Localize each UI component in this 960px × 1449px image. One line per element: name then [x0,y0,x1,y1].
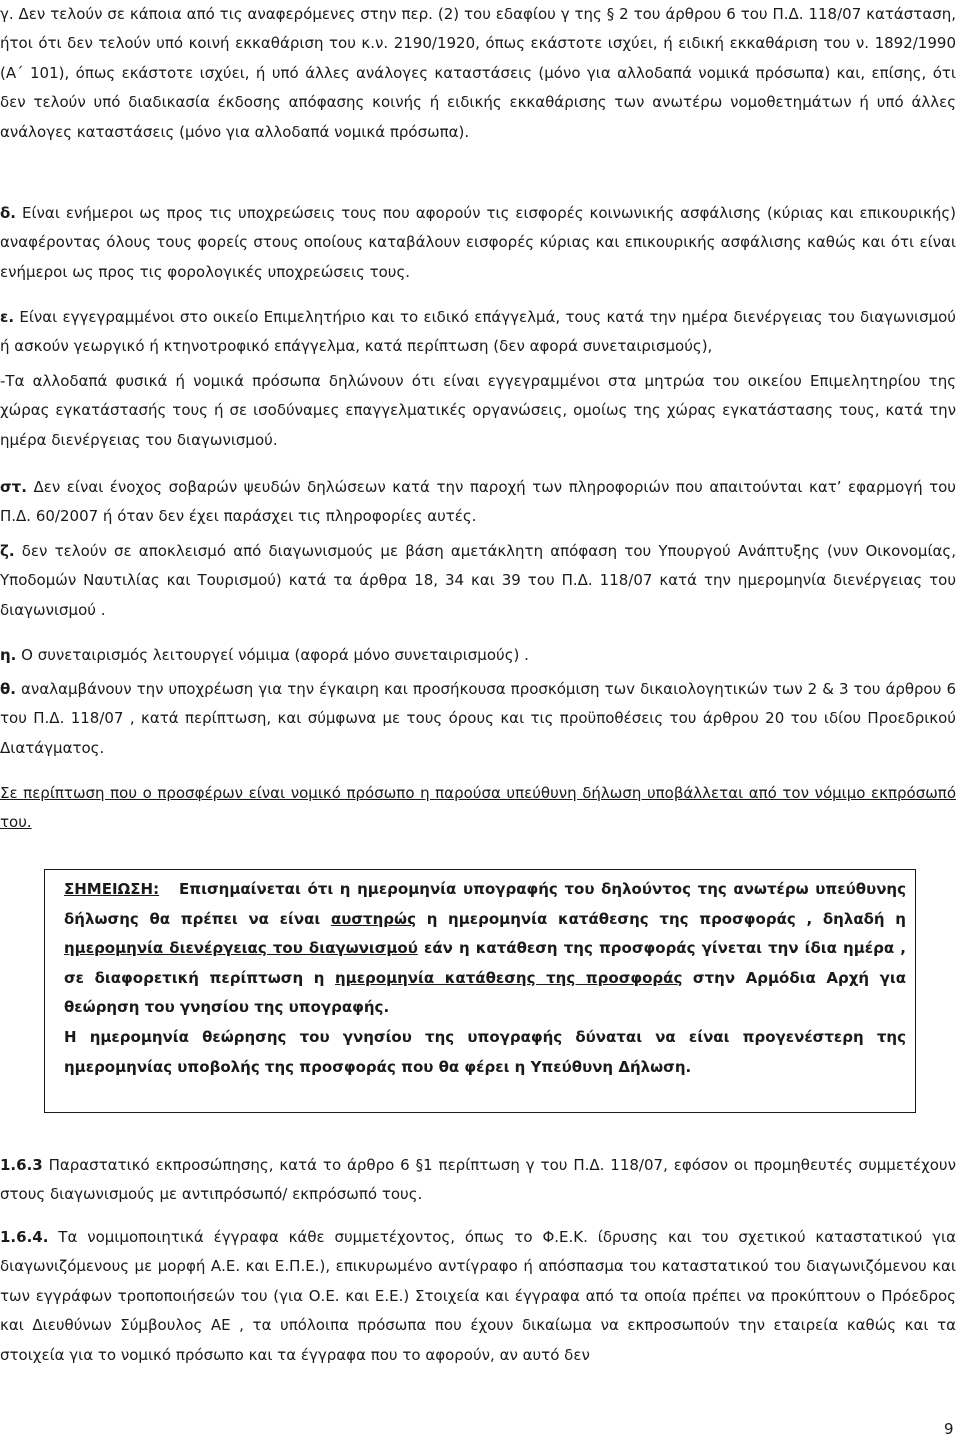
paragraph-text: γ. Δεν τελούν σε κάποια από τις αναφερόμενες στην περ. (2) του εδαφίου γ της § 2 του άρθρου 6 του Π.Δ. 118/07 κατάσταση, ήτοι ότι δεν τελούν υπό κοινή εκκαθάριση του κ.ν. 2190/1920, όπως εκάστοτε ισχύει, ή ειδική εκκαθάριση του ν. 1892/1990 (Α΄ 101), όπως εκάστοτε ισχύει, ή υπό άλλες ανάλογες καταστάσεις (μόνο για αλλοδαπά νομικά πρόσωπα) και, επίσης, ότι δεν τελούν υπό διαδικασία έκδοσης απόφασης κοινής ή ειδικής εκκαθάρισης των ανωτέρω νομοθετημάτων ή υπό άλλες ανάλογες καταστάσεις (μόνο για αλλοδαπά νομικά πρόσωπα). [0,5,956,141]
note-text: εάν η κατάθεση της προσφοράς γίνεται την ίδια ημέρα , σε διαφορετική περίπτωση η [64,939,906,987]
section-number: 1.6.4. [0,1228,49,1246]
page-number: 9 [944,1420,954,1438]
section-number: 1.6.3 [0,1156,43,1174]
item-label: στ. [0,478,27,496]
paragraph-st [0,473,956,532]
paragraph-text: Παραστατικό εκπροσώπησης, κατά το άρθρο 6 §1 περίπτωση γ του Π.Δ. 118/07, εφόσον οι προμηθευτές συμμετέχουν στους διαγωνισμούς με αντιπρόσωπό/ εκπρόσωπό τους. [0,1156,956,1204]
paragraph-delta [0,199,956,287]
paragraph-text: Είναι εγγεγραμμένοι στο οικείο Επιμελητήριο και το ειδικό επάγγελμά, τους κατά την ημέρα διενέργειας του διαγωνισμού ή ασκούν γεωργικό ή κτηνοτροφικό επάγγελμα, κατά περίπτωση (δεν αφορά συνεταιρισμούς), [0,308,956,356]
paragraph-text: Ο συνεταιρισμός λειτουργεί νόμιμα (αφορά μόνο συνεταιρισμούς) . [21,646,529,664]
note-emphasis: ημερομηνία διενέργειας του διαγωνισμού [64,939,418,958]
note-text: στην Αρμόδια Αρχή για θεώρηση του γνησίου της υπογραφής. [64,968,906,1017]
paragraph-theta [0,675,956,763]
section-1-6-3 [0,1151,956,1210]
note-emphasis: ημερομηνία κατάθεσης της προσφοράς [334,968,683,987]
paragraph-text: Σε περίπτωση που ο προσφέρων είναι νομικό πρόσωπο η παρούσα υπεύθυνη δήλωση υποβάλλεται από τον νόμιμο εκπρόσωπό του. [0,784,956,832]
item-label: θ. [0,680,17,698]
paragraph-text: -Τα αλλοδαπά φυσικά ή νομικά πρόσωπα δηλώνουν ότι είναι εγγεγραμμένοι στα μητρώα του οικείου Επιμελητηρίου της χώρας εγκατάστασής τους ή σε ισοδύναμες επαγγελματικές οργανώσεις, ομοίως της χώρας εγκατάστασης τους, κατά την ημέρα διενέργειας του διαγωνισμού. [0,372,956,449]
note-content [64,875,906,1082]
note-text: Επισημαίνεται ότι η ημερομηνία υπογραφής του δηλούντος της ανωτέρω υπεύθυνης δήλωσης θα πρέπει να είναι [64,880,906,928]
paragraph-foreign-entities [0,367,956,455]
note-emphasis: αυστηρώς [330,909,416,928]
paragraph-gamma-continuation [0,0,956,147]
item-label: δ. [0,204,17,222]
paragraph-zeta [0,537,956,625]
paragraph-text: Είναι ενήμεροι ως προς τις υποχρεώσεις τους που αφορούν τις εισφορές κοινωνικής ασφάλισης (κύριας και επικουρικής) αναφέροντας όλους τους φορείς στους οποίους καταβάλουν εισφορές κύριας και επικουρικής ασφάλισης καθώς και ότι είναι ενήμεροι ως προς τις φορολογικές υποχρεώσεις τους. [0,204,956,281]
item-label: η. [0,646,17,664]
paragraph-text: δεν τελούν σε αποκλεισμό από διαγωνισμούς με βάση αμετάκλητη απόφαση του Υπουργού Ανάπτυξης (νυν Οικονομίας, Υποδομών Ναυτιλίας και Τουρισμού) κατά τα άρθρα 18, 34 και 39 του Π.Δ. 118/07 κατά την ημερομηνία διενέργειας του διαγωνισμού . [0,542,956,619]
item-label: ε. [0,308,15,326]
paragraph-text: Δεν είναι ένοχος σοβαρών ψευδών δηλώσεων κατά την παροχή των πληροφοριών που απαιτούνται κατ’ εφαρμογή του Π.Δ. 60/2007 ή όταν δεν έχει παράσχει τις πληροφορίες αυτές. [0,478,956,526]
note-text: η ημερομηνία κατάθεσης της προσφοράς , δηλαδή η [426,909,906,928]
note-label: ΣΗΜΕΙΩΣΗ: [64,880,160,898]
note-paragraph-2: Η ημερομηνία θεώρησης του γνησίου της υπογραφής δύναται να είναι προγενέστερη της ημερομηνίας υποβολής της προσφοράς που θα φέρει η Υπεύθυνη Δήλωση. [64,1027,906,1076]
paragraph-text: Τα νομιμοποιητικά έγγραφα κάθε συμμετέχοντος, όπως το Φ.Ε.Κ. ίδρυσης και του σχετικού καταστατικού για διαγωνιζόμενους με μορφή Α.Ε. και Ε.Π.Ε.), επικυρωμένο αντίγραφο ή απόσπασμα του καταστατικού του διαγωνιζόμενου και των εγγράφων τροποποιήσεών του (για Ο.Ε. και Ε.Ε.) Στοιχεία και έγγραφα από τα οποία πρέπει να προκύπτουν ο Πρόεδρος και Διευθύνων Σύμβουλος ΑΕ , τα υπόλοιπα πρόσωπα που έχουν δικαίωμα να εκπροσωπούν την εταιρεία καθώς και τα στοιχεία για το νομικό πρόσωπο και τα έγγραφα που το αφορούν, αν αυτό δεν [0,1228,956,1364]
item-label: ζ. [0,542,15,560]
paragraph-legal-person [0,779,956,838]
paragraph-text: αναλαμβάνουν την υποχρέωση για την έγκαιρη και προσήκουσα προσκόμιση τωv δικαιολογητικών των 2 & 3 του άρθρου 6 του Π.Δ. 118/07 , κατά περίπτωση, και σύμφωνα με τους όρους και τις προϋποθέσεις του άρθρου 20 του ιδίου Προεδρικού Διατάγματος. [0,680,956,757]
paragraph-epsilon [0,303,956,362]
section-1-6-4 [0,1223,956,1370]
paragraph-eta [0,641,956,670]
note-paragraph [64,875,906,1023]
